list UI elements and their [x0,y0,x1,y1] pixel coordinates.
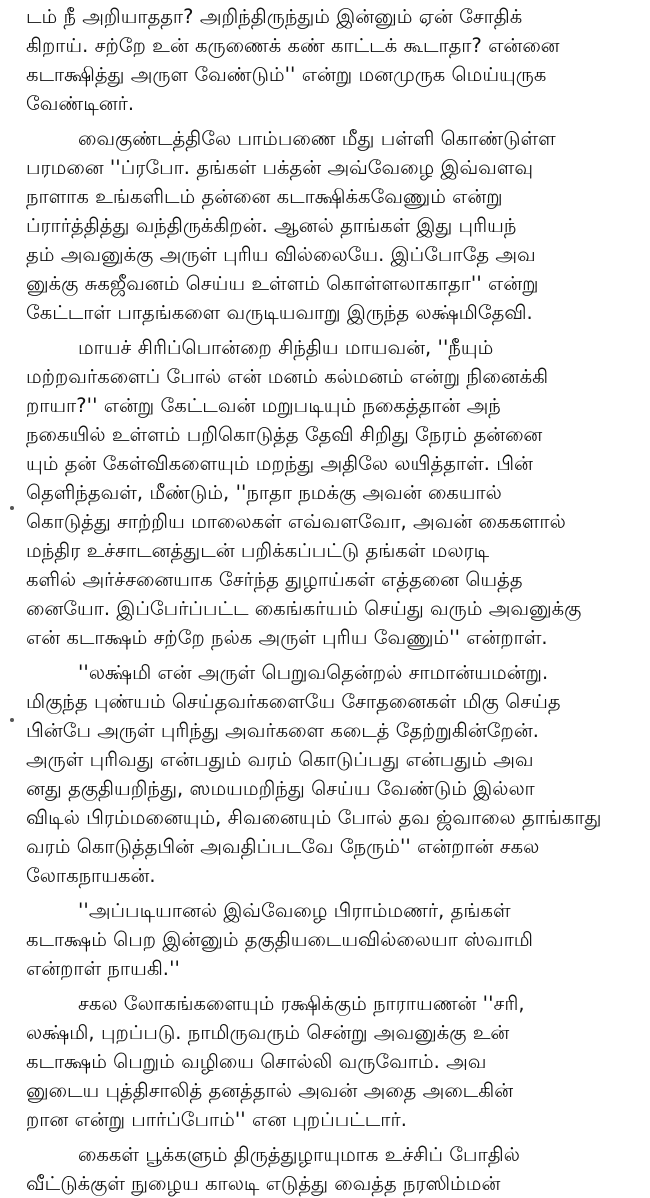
text-line: கடாக்ஷம் பெற இன்னும் தகுதியடையவில்லையா ஸ்வாமி [26,928,533,951]
text-line: என்றாள் நாயகி.'' [26,957,180,980]
text-line: கிறாய். சற்றே உன் கருணைக் கண் காட்டக் கூடாதா? என்னை [26,34,560,57]
text-line: கொடுத்து சாற்றிய மாலைகள் எவ்வளவோ, அவன் கைகளால் [26,510,566,533]
text-line: மற்றவர்களைப் போல் என் மனம் கல்மனம் என்று நினைக்கி [26,365,549,388]
text-line: கேட்டாள் பாதங்களை வருடியவாறு இருந்த லக்ஷ்மிதேவி. [26,301,533,324]
text-line: வரம் கொடுத்தபின் அவதிப்படவே நேரும்'' என்றான் சகல [26,835,540,858]
text-line: வீட்டுக்குள் நுழைய காலடி எடுத்து வைத்த நரஸிம்மன் [26,1172,501,1195]
paragraph-6 [26,989,640,1134]
text-line: கைகள் பூக்களும் திருத்துழாயுமாக உச்சிப் போதில் [78,1143,520,1166]
paragraph-1 [26,2,640,118]
text-line: ''லக்ஷ்மி என் அருள் பெறுவதென்றல் சாமான்யமன்று. [78,661,549,684]
margin-dot-mark [10,506,14,510]
text-line: கடாக்ஷம் பெறும் வழியை சொல்லி வருவோம். அவ [26,1050,487,1073]
paragraph-4 [26,658,640,890]
text-line: சகல லோகங்களையும் ரக்ஷிக்கும் நாராயணன் ''சரி, [78,992,525,1015]
paragraph-3 [26,333,640,652]
text-line: றான என்று பார்ப்போம்'' என புறப்பட்டார். [26,1108,407,1131]
text-line: என் கடாக்ஷம் சற்றே நல்க அருள் புரிய வேணும்'' என்றாள். [26,626,548,649]
paragraph-5 [26,896,640,983]
text-line: னுடைய புத்திசாலித் தனத்தால் அவன் அதை அடைகின் [26,1079,514,1102]
text-line: னுக்கு சுகஜீவனம் செய்ய உள்ளம் கொள்ளலாகாதா'' என்று [26,272,539,295]
text-line: தம் அவனுக்கு அருள் புரிய வில்லையே. இப்போதே அவ [26,243,536,266]
text-line: டம் நீ அறியாததா? அறிந்திருந்தும் இன்னும் ஏன் சோதிக் [26,5,523,28]
text-line: றாயா?'' என்று கேட்டவன் மறுபடியும் நகைத்தான் அந் [26,394,501,417]
paragraph-2 [26,124,640,327]
text-line: மாயச் சிரிப்பொன்றை சிந்திய மாயவன், ''நீயும் [78,336,494,359]
text-line: பரமனை ''ப்ரபோ. தங்கள் பக்தன் அவ்வேழை இவ்வளவு [26,156,534,179]
text-line: வேண்டினர். [26,92,135,115]
text-line: யும் தன் கேள்விகளையும் மறந்து அதிலே லயித்தாள். பின் [26,452,533,475]
text-line: தெளிந்தவள், மீண்டும், ''நாதா நமக்கு அவன் கையால் [26,481,502,504]
text-line: பின்பே அருள் புரிந்து அவர்களை கடைத் தேற்றுகின்றேன். [26,719,539,742]
text-line: நாளாக உங்களிடம் தன்னை கடாக்ஷிக்கவேணும் என்று [26,185,503,208]
text-line: மிகுந்த புண்யம் செய்தவர்களையே சோதனைகள் மிகு செய்த [26,690,561,713]
text-line: னது தகுதியறிந்து, ஸமயமறிந்து செய்ய வேண்டும் இல்லா [26,777,535,800]
text-line: விடில் பிரம்மனையும், சிவனையும் போல் தவ ஜ்வாலை தாங்காது [26,806,602,829]
text-line: மந்திர உச்சாடனத்துடன் பறிக்கப்பட்டு தங்கள் மலரடி [26,539,490,562]
text-line: ப்ரார்த்தித்து வந்திருக்கிறன். ஆனல் தாங்கள் இது புரியந் [26,214,517,237]
text-line: வைகுண்டத்திலே பாம்பணை மீது பள்ளி கொண்டுள்ள [78,127,556,150]
text-line: களில் அர்ச்சனையாக சேர்ந்த துழாய்கள் எத்தனை யெத்த [26,568,523,591]
margin-dot-mark [10,718,14,722]
text-line: லோகநாயகன். [26,864,156,887]
text-line: ''அப்படியானல் இவ்வேழை பிராம்மணர், தங்கள் [78,899,511,922]
text-line: னையோ. இப்பேர்ப்பட்ட கைங்கர்யம் செய்து வரும் அவனுக்கு [26,597,582,620]
text-line: நகையில் உள்ளம் பறிகொடுத்த தேவி சிறிது நேரம் தன்னை [26,423,543,446]
text-line: லக்ஷ்மி, புறப்படு. நாமிருவரும் சென்று அவனுக்கு உன் [26,1021,510,1044]
text-line: அருள் புரிவது என்பதும் வரம் கொடுப்பது என்பதும் அவ [26,748,534,771]
paragraph-7 [26,1140,640,1198]
text-line: கடாக்ஷித்து அருள வேண்டும்'' என்று மனமுருக மெய்யுருக [26,63,547,86]
